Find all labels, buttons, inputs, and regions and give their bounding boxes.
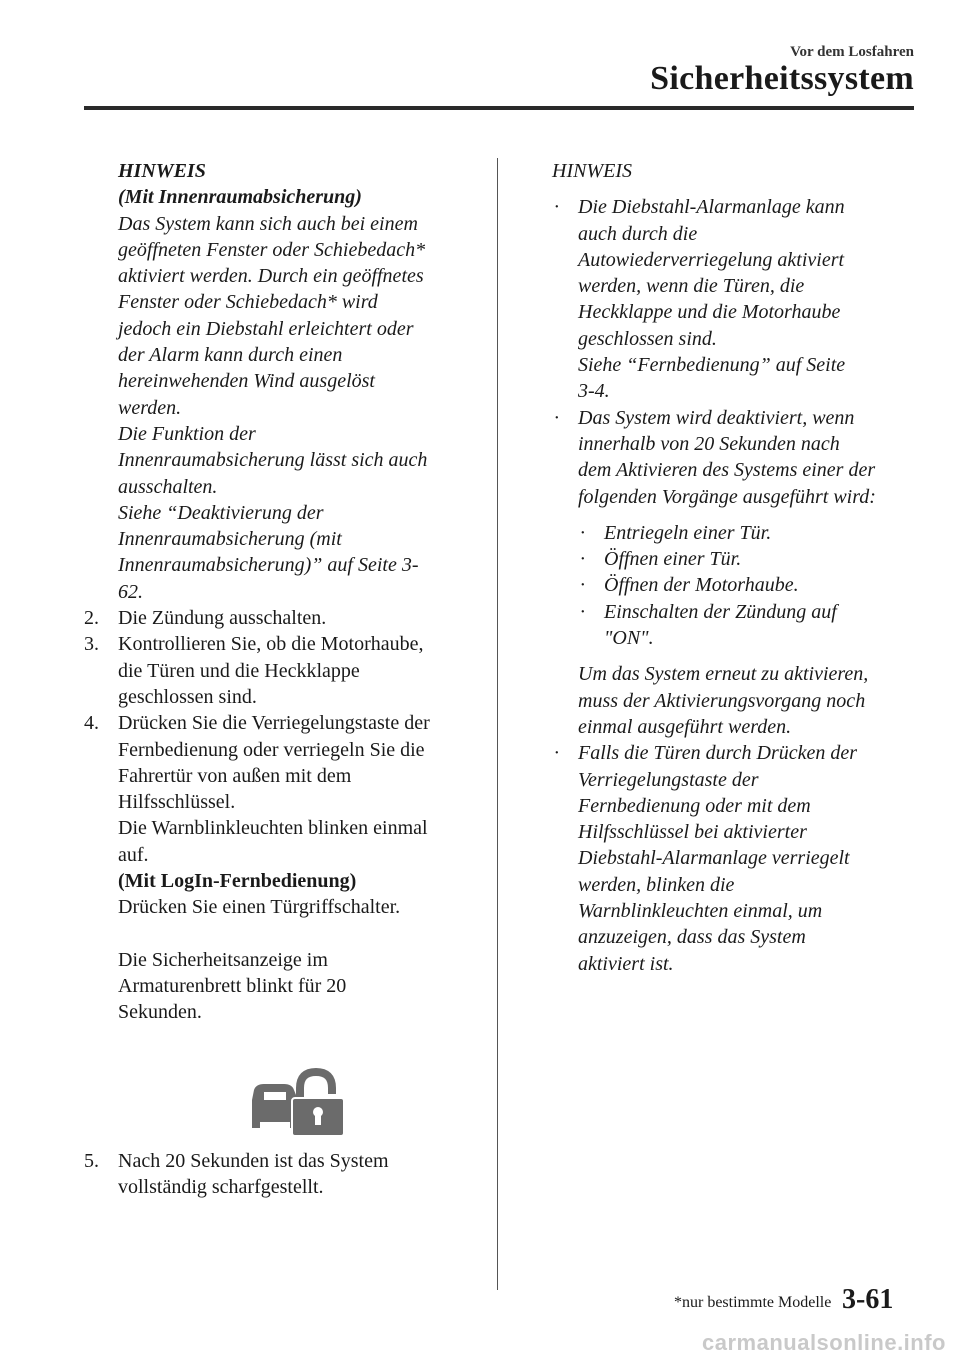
left-note-text: Das System kann sich auch bei einem geöffneten Fenster oder Schiebedach* aktiviert werden. Durch ein geöffnetes Fenster oder Schiebedach* wird jedoch ein Diebstahl erleichtert oder der Alarm kann durch einen hereinwehenden Wind ausgelöst werden. Die Funktion der Innenraumabsicherung lässt sich auch ausschalten. Siehe “Deaktivierung der Innenraumabsicherung (mit Innenraumabsicherung)” auf Seite 3- 62. xyxy=(118,212,428,603)
step-5 xyxy=(84,1148,484,1201)
step-text: Die Zündung ausschalten. xyxy=(118,607,327,630)
footer-note: *nur bestimmte Modelle xyxy=(674,1294,832,1311)
bullet-dot: · xyxy=(580,548,585,571)
sub-bullet-item xyxy=(578,546,922,572)
bullet-dot: · xyxy=(580,574,585,597)
step-4 xyxy=(84,710,484,868)
spacer xyxy=(552,510,922,520)
step-number: 4. xyxy=(84,712,99,735)
left-note xyxy=(84,158,484,605)
right-note-heading: HINWEIS xyxy=(552,160,632,182)
bullet-dot: · xyxy=(580,521,585,544)
step-text: Kontrollieren Sie, ob die Motorhaube, die Türen und die Heckklappe geschlossen sind. xyxy=(118,633,424,708)
bullet-text: Öffnen der Motorhaube. xyxy=(604,574,799,597)
step-number: 2. xyxy=(84,607,99,630)
reactivation-text: Um das System erneut zu aktivieren, muss der Aktivierungsvorgang noch einmal ausgeführt werden. xyxy=(578,663,869,738)
step-number: 5. xyxy=(84,1149,99,1172)
bullet-text: Falls die Türen durch Drücken der Verriegelungstaste der Fernbedienung oder mit dem Hilfsschlüssel bei aktivierter Diebstahl-Alarmanlage verriegelt werden, blinken die Warnblinkleuchten einmal, um anzuzeigen, dass das System aktiviert ist. xyxy=(578,742,858,975)
bullet-dot: · xyxy=(580,600,585,623)
bullet-3 xyxy=(552,740,922,977)
page-number: 3-61 xyxy=(842,1284,894,1315)
step-text: Drücken Sie die Verriegelungstaste der Fernbedienung oder verriegeln Sie die Fahrertür von außen mit dem Hilfsschlüssel. Die Warnblinkleuchten blinken einmal auf. xyxy=(118,712,430,866)
security-indicator-text: Die Sicherheitsanzeige im Armaturenbrett blinkt für 20 Sekunden. xyxy=(118,948,347,1024)
left-note-heading: HINWEIS xyxy=(118,160,206,182)
step-number: 3. xyxy=(84,633,99,656)
sub-bullet-list xyxy=(578,520,922,651)
column-divider xyxy=(497,158,498,1290)
sub-bullet-item xyxy=(578,572,922,598)
bullet-dot: · xyxy=(554,742,559,765)
header-title: Sicherheitssystem xyxy=(650,60,914,97)
spacer xyxy=(84,1138,484,1148)
car-lock-icon xyxy=(244,1066,348,1138)
step-4-extra: Drücken Sie einen Türgriffschalter. xyxy=(118,896,401,919)
spacer xyxy=(84,921,484,947)
left-column xyxy=(84,158,484,1200)
bullet-text: Einschalten der Zündung auf "ON". xyxy=(604,600,837,650)
bullet-dot: · xyxy=(554,406,559,429)
spacer xyxy=(552,184,922,194)
bullet-text: Das System wird deaktiviert, wenn innerhalb von 20 Sekunden nach dem Aktivieren des Systems einer der folgenden Vorgänge ausgeführt wird: xyxy=(578,406,876,508)
bullet-text: Entriegeln einer Tür. xyxy=(604,521,772,544)
bullet-dot: · xyxy=(554,196,559,219)
bullet-2 xyxy=(552,405,922,510)
left-note-condition: (Mit Innenraumabsicherung) xyxy=(118,186,362,209)
step-2 xyxy=(84,605,484,631)
step-3 xyxy=(84,631,484,710)
header-subtitle: Vor dem Losfahren xyxy=(790,44,914,60)
header-rule xyxy=(84,106,914,110)
right-column xyxy=(552,158,922,977)
bullet-1 xyxy=(552,194,922,404)
watermark: carmanualsonline.info xyxy=(702,1330,946,1355)
bullet-text: Die Diebstahl-Alarmanlage kann auch durch die Autowiederverriegelung aktiviert werden, wenn die Türen, die Heckklappe und die Motorhaube geschlossen sind. Siehe “Fernbedienung” auf Seite 3-4. xyxy=(578,196,846,403)
bullet-text: Öffnen einer Tür. xyxy=(604,548,742,571)
step-4-condition: (Mit LogIn-Fernbedienung) xyxy=(118,870,357,893)
sub-bullet-item xyxy=(578,520,922,546)
spacer xyxy=(552,651,922,661)
sub-bullet-item xyxy=(578,599,922,652)
step-text: Nach 20 Sekunden ist das System vollständig scharfgestellt. xyxy=(118,1149,389,1198)
